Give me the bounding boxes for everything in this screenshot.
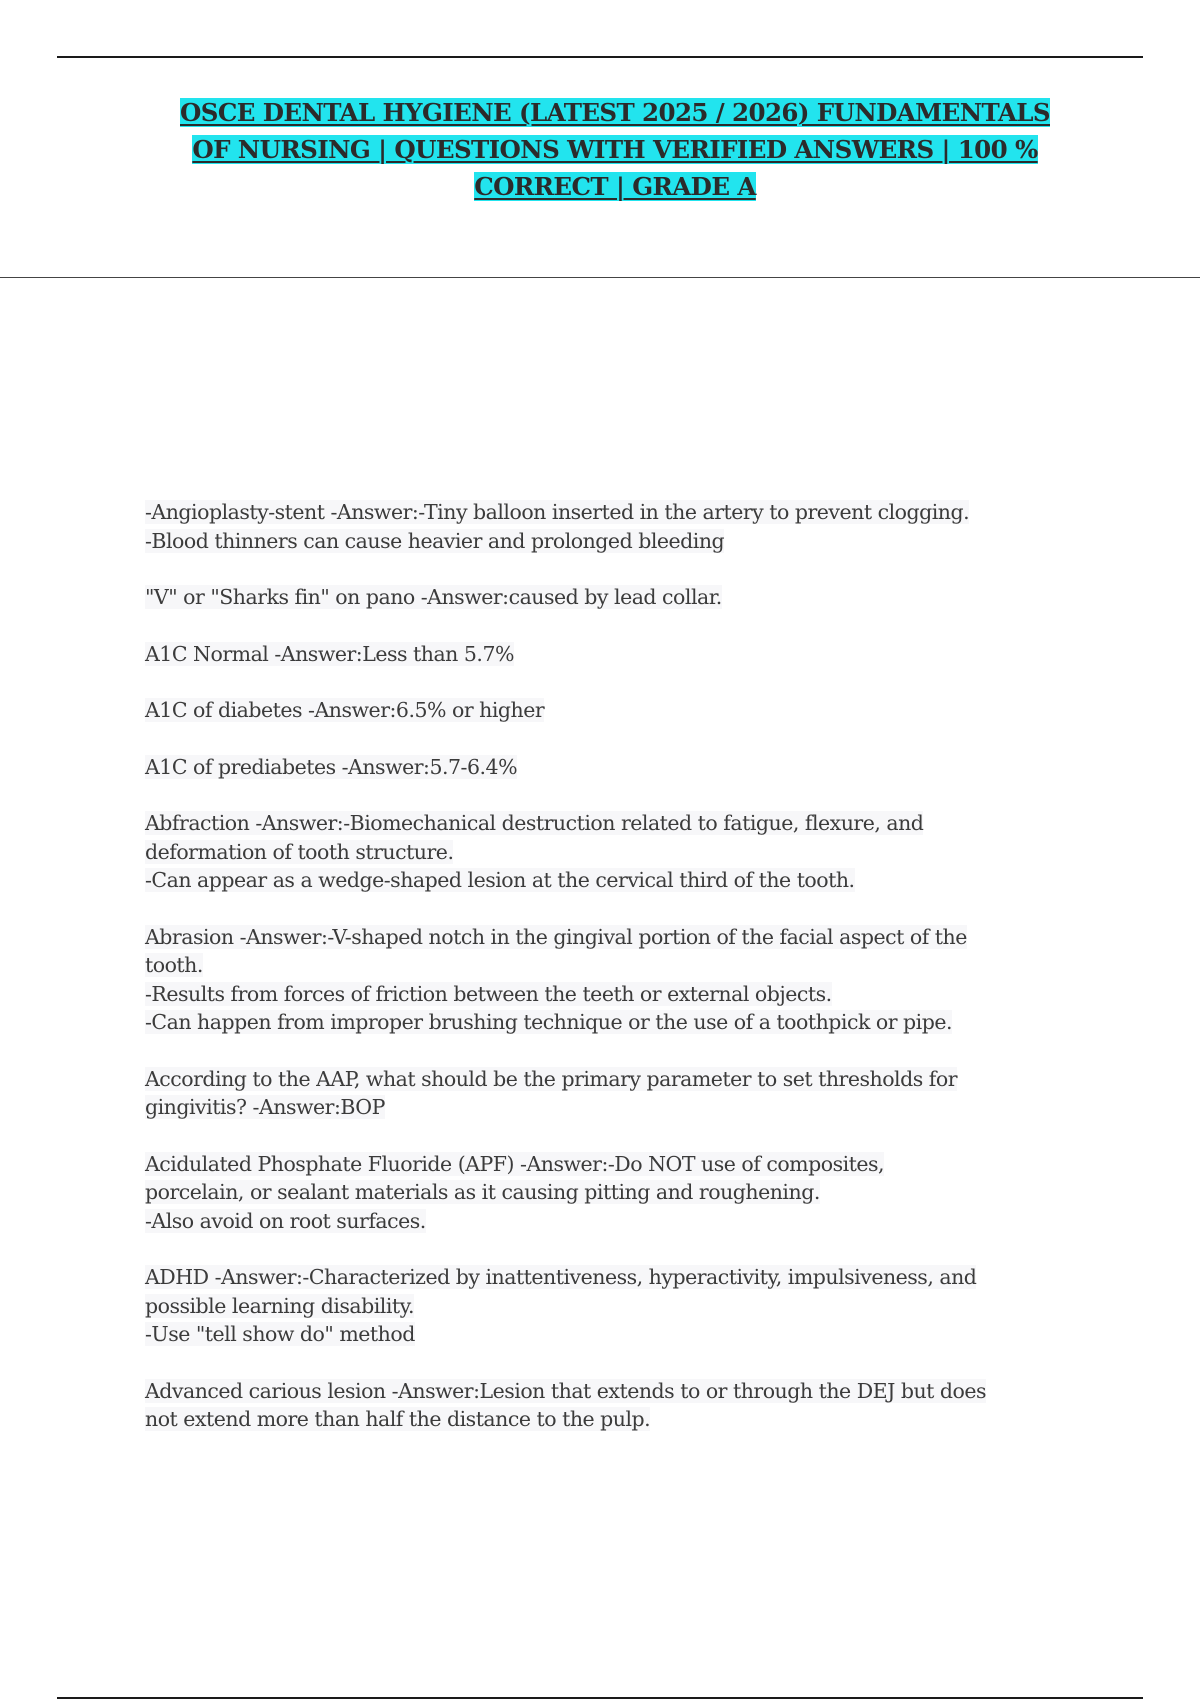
entry-line (145, 1008, 1105, 1037)
entry-line-text: A1C Normal -Answer:Less than 5.7% (145, 641, 514, 666)
entry-line (145, 1207, 1105, 1236)
entry-line-text: -Can happen from improper brushing technique or the use of a toothpick or pipe. (145, 1010, 952, 1034)
entry-line-text: -Can appear as a wedge-shaped lesion at the cervical third of the tooth. (145, 868, 855, 892)
entry-line (145, 980, 1105, 1009)
flashcard-entry (145, 1150, 1105, 1236)
entry-line-text: -Also avoid on root surfaces. (145, 1208, 426, 1233)
entry-line (145, 527, 1105, 556)
flashcard-entry (145, 498, 1105, 555)
bottom-rule (57, 1697, 1143, 1699)
flashcard-entry (145, 1377, 1105, 1434)
header-divider (0, 277, 1200, 278)
entry-line (145, 923, 1105, 952)
flashcard-entry (145, 696, 1105, 725)
entry-line (145, 809, 1105, 838)
entry-line-text: gingivitis? -Answer:BOP (145, 1095, 385, 1119)
entry-line-text: -Angioplasty-stent -Answer:-Tiny balloon inserted in the artery to prevent clogging. (145, 500, 970, 524)
entry-line (145, 696, 1105, 725)
entry-line-text: Acidulated Phosphate Fluoride (APF) -Answer:-Do NOT use of composites, (145, 1151, 885, 1176)
flashcard-entry (145, 1065, 1105, 1122)
flashcard-entry (145, 923, 1105, 1037)
entry-line-text: -Blood thinners can cause heavier and prolonged bleeding (145, 528, 725, 553)
entry-line-text: -Use "tell show do" method (145, 1322, 415, 1346)
entry-line (145, 583, 1105, 612)
entry-line (145, 1178, 1105, 1207)
entry-line (145, 640, 1105, 669)
entry-line-text: Abfraction -Answer:-Biomechanical destruction related to fatigue, flexure, and (145, 811, 924, 835)
title-line: CORRECT | GRADE A (474, 172, 756, 201)
entry-line-text: porcelain, or sealant materials as it causing pitting and roughening. (145, 1180, 820, 1204)
entry-line (145, 1150, 1105, 1179)
entry-line (145, 498, 1105, 527)
entry-line (145, 838, 1105, 867)
entry-line (145, 1263, 1105, 1292)
flashcard-entry (145, 753, 1105, 782)
top-rule (57, 56, 1143, 58)
entry-line (145, 753, 1105, 782)
entry-line-text: "V" or "Sharks fin" on pano -Answer:caused by lead collar. (145, 585, 722, 609)
flashcard-entry (145, 640, 1105, 669)
entry-line (145, 1065, 1105, 1094)
entry-line-text: tooth. (145, 953, 203, 977)
flashcard-entry (145, 583, 1105, 612)
flashcard-entry (145, 809, 1105, 895)
entry-line-text: possible learning disability. (145, 1293, 415, 1318)
title-line: OSCE DENTAL HYGIENE (LATEST 2025 / 2026) FUNDAMENTALS (180, 98, 1050, 127)
entry-line-text: According to the AAP, what should be the primary parameter to set thresholds for (145, 1066, 957, 1091)
entry-line-text: A1C of diabetes -Answer:6.5% or higher (145, 698, 545, 722)
entry-line-text: ADHD -Answer:-Characterized by inattentiveness, hyperactivity, impulsiveness, and (145, 1265, 977, 1289)
entry-line (145, 1405, 1105, 1434)
document-title (150, 94, 1080, 205)
entry-line-text: Abrasion -Answer:-V-shaped notch in the gingival portion of the facial aspect of the (145, 924, 967, 949)
entry-line (145, 1093, 1105, 1122)
entry-line (145, 1292, 1105, 1321)
entry-line-text: A1C of prediabetes -Answer:5.7-6.4% (145, 754, 518, 779)
entry-line-text: not extend more than half the distance to the pulp. (145, 1407, 651, 1431)
flashcard-entry (145, 1263, 1105, 1349)
flashcard-list (145, 498, 1105, 1462)
entry-line (145, 1377, 1105, 1406)
entry-line (145, 1320, 1105, 1349)
title-line: OF NURSING | QUESTIONS WITH VERIFIED ANSWERS | 100 % (192, 135, 1038, 164)
entry-line (145, 951, 1105, 980)
entry-line-text: deformation of tooth structure. (145, 839, 454, 864)
entry-line-text: Advanced carious lesion -Answer:Lesion that extends to or through the DEJ but does (145, 1378, 987, 1403)
entry-line (145, 866, 1105, 895)
entry-line-text: -Results from forces of friction between the teeth or external objects. (145, 981, 832, 1006)
